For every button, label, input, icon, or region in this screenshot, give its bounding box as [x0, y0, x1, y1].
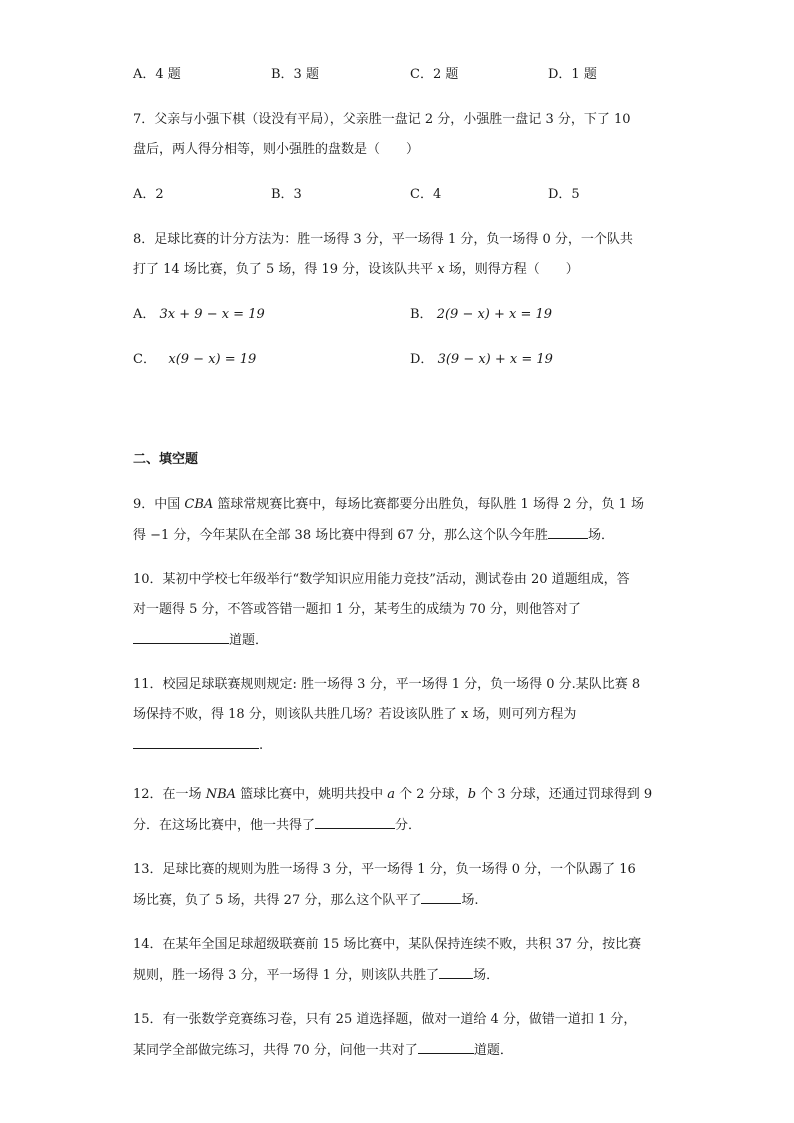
q8-option-a-expr: 3x + 9 − x = 19	[159, 307, 265, 322]
q15-line1: 15．有一张数学竞赛练习卷，只有 25 道选择题，做对一道给 4 分，做错一道扣 1 分，	[133, 1012, 637, 1027]
q11-line3-post: .	[259, 738, 264, 753]
q14-answer-blank[interactable]	[439, 966, 473, 979]
q13-line2-post: 场.	[461, 893, 479, 908]
q12-nba: NBA	[205, 787, 237, 802]
q8-option-b	[410, 306, 552, 324]
q15-answer-blank[interactable]	[418, 1041, 474, 1054]
q8-option-c-label: C．	[133, 352, 156, 367]
q11-answer-blank[interactable]	[133, 736, 259, 749]
q12-answer-blank[interactable]	[315, 816, 395, 829]
q12-line2	[133, 816, 421, 835]
q13-answer-blank[interactable]	[421, 891, 461, 904]
q12-line1-post: 个 3 分球，还通过罚球得到 9	[476, 787, 653, 802]
q14-line2	[133, 966, 499, 985]
q12-variable-b: b	[467, 787, 477, 802]
q9-line1	[133, 496, 644, 514]
q13-line2-pre: 场比赛，负了 5 场，共得 27 分，那么这个队平了	[133, 893, 422, 908]
q10-line2: 对一题得 5 分，不答或答错一题扣 1 分，某考生的成绩为 70 分，则他答对了	[133, 602, 581, 617]
q12-variable-a: a	[387, 787, 396, 802]
q8-option-c-expr: x(9 − x) = 19	[168, 352, 257, 367]
q15-line2	[133, 1041, 513, 1060]
q10-answer-blank[interactable]	[133, 631, 229, 644]
q11-line2: 场保持不败，得 18 分，则该队共胜几场？若设该队胜了 x 场，则可列方程为	[133, 707, 577, 722]
q8-option-b-expr: 2(9 − x) + x = 19	[436, 307, 553, 322]
q9-line2-pre: 得 −1 分，今年某队在全部 38 场比赛中得到 67 分，那么这个队今年胜	[133, 528, 549, 543]
q12-line1-pre: 12．在一场	[133, 787, 206, 802]
prev-option-d: D．1 题	[548, 67, 597, 82]
q7-line1: 7．父亲与小强下棋（设没有平局），父亲胜一盘记 2 分，小强胜一盘记 3 分，下了 10	[133, 112, 631, 127]
prev-option-c: C．2 题	[410, 67, 459, 82]
q9-line2	[133, 526, 614, 545]
q8-variable-x: x	[437, 262, 445, 277]
q7-line2: 盘后，两人得分相等，则小强胜的盘数是（ ）	[133, 142, 420, 157]
prev-option-a: A．4 题	[133, 67, 181, 82]
q7-option-d: D．5	[548, 187, 580, 202]
prev-option-b: B．3 题	[271, 67, 319, 82]
q15-line2-post: 道题．	[473, 1043, 513, 1058]
q11-line3	[133, 736, 263, 755]
q8-line2	[133, 261, 579, 279]
q9-line1-pre: 9．中国	[133, 497, 185, 512]
q8-line1: 8．足球比赛的计分方法为：胜一场得 3 分，平一场得 1 分，负一场得 0 分，一个队共	[133, 232, 633, 247]
q8-option-c	[133, 351, 256, 369]
q14-line1: 14．在某年全国足球超级联赛前 15 场比赛中，某队保持连续不败，共积 37 分，按比赛	[133, 937, 642, 952]
q14-line2-pre: 规则，胜一场得 3 分，平一场得 1 分，则该队共胜了	[133, 968, 440, 983]
q7-option-b: B．3	[271, 187, 302, 202]
q9-cba: CBA	[184, 497, 214, 512]
q8-option-a	[133, 306, 265, 324]
q7-option-c: C．4	[410, 187, 442, 202]
q11-line1: 11．校园足球联赛规则规定: 胜一场得 3 分，平一场得 1 分，负一场得 0 分.某队比赛 8	[133, 677, 641, 692]
q8-line2-pre: 打了 14 场比赛，负了 5 场，得 19 分，设该队共平	[133, 262, 438, 277]
q9-answer-blank[interactable]	[548, 526, 588, 539]
q12-line2-pre: 分．在这场比赛中，他一共得了	[133, 818, 316, 833]
q8-option-a-label: A．	[133, 307, 156, 322]
q12-line1-mid1: 篮球比赛中，姚明共投中	[236, 787, 388, 802]
q8-option-d	[410, 351, 553, 369]
q9-line2-post: 场．	[588, 528, 615, 543]
q12-line2-post: 分．	[395, 818, 422, 833]
q10-line3-post: 道题．	[229, 633, 269, 648]
q13-line1: 13．足球比赛的规则为胜一场得 3 分，平一场得 1 分，负一场得 0 分，一个队踢了 16	[133, 862, 636, 877]
q7-option-a: A．2	[133, 187, 164, 202]
q9-line1-post: 篮球常规赛比赛中，每场比赛都要分出胜负，每队胜 1 场得 2 分，负 1 场	[213, 497, 645, 512]
q8-line2-post: 场，则得方程（ ）	[444, 262, 579, 277]
q13-line2	[133, 891, 478, 910]
q12-line1	[133, 786, 652, 804]
q10-line1: 10．某初中学校七年级举行“数学知识应用能力竞技”活动，测试卷由 20 道题组成，答	[133, 572, 630, 587]
section-title: 二、填空题	[133, 452, 199, 467]
q15-line2-pre: 某同学全部做完练习，共得 70 分，问他一共对了	[133, 1043, 418, 1058]
q8-option-d-expr: 3(9 − x) + x = 19	[437, 352, 553, 367]
q12-line1-mid2: 个 2 分球，	[395, 787, 468, 802]
q14-line2-post: 场．	[473, 968, 500, 983]
q10-line3	[133, 631, 268, 650]
q8-option-b-label: B．	[410, 307, 433, 322]
q8-option-d-label: D．	[410, 352, 434, 367]
